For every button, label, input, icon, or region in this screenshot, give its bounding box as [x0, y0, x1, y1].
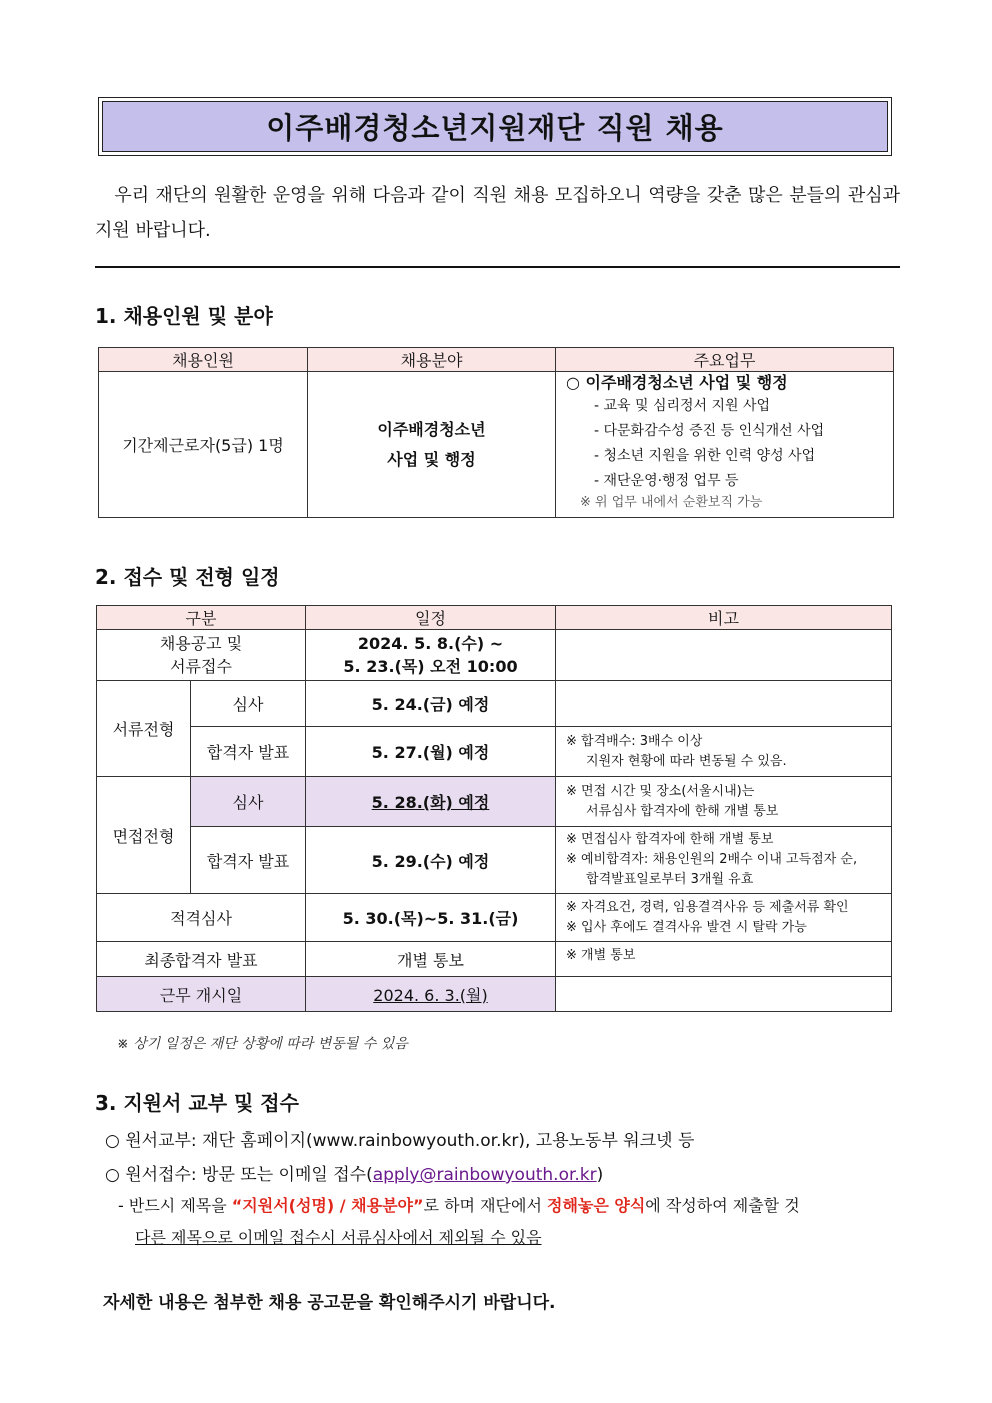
field-line2: 사업 및 행정 [387, 449, 476, 469]
header-remarks: 비고 [556, 606, 892, 630]
instr-a: - 반드시 제목을 [118, 1196, 232, 1215]
page-title: 이주배경청소년지원재단 직원 채용 [102, 101, 888, 152]
instr-title-format: “지원서(성명) / 채용분야” [231, 1196, 424, 1215]
note-line: ※ 입사 후에도 결격사유 발견 시 탈락 가능 [566, 919, 807, 935]
form-distribution: ○ 원서교부: 재단 홈페이지(www.rainbowyouth.or.kr), 고용노동부 워크넷 등 [105, 1131, 695, 1151]
doc-review-label: 심사 [191, 681, 306, 727]
intro-body: 우리 재단의 원활한 운영을 위해 다음과 같이 직원 채용 모집하오니 역량을 갖춘 많은 분들의 관심과 지원 바랍니다. [95, 185, 900, 241]
int-review-date: 5. 28.(화) 예정 [306, 777, 556, 827]
form-submission [105, 1160, 603, 1185]
schedule-table [96, 605, 892, 1012]
doc-result-label: 합격자 발표 [191, 727, 306, 777]
email-link[interactable]: apply@rainbowyouth.or.kr [372, 1165, 597, 1185]
intro-text [95, 178, 900, 248]
doc-result-date: 5. 27.(월) 예정 [306, 727, 556, 777]
row-application-note [556, 630, 892, 681]
note-line: 지원자 현황에 따라 변동될 수 있음. [586, 753, 787, 769]
final-note: ※ 개별 통보 [556, 942, 892, 977]
section2-heading: 2. 접수 및 전형 일정 [95, 565, 280, 589]
label-line: 서류접수 [170, 657, 232, 676]
recruitment-table [98, 347, 894, 518]
duty-item: - 교육 및 심리정서 지원 사업 [594, 398, 771, 414]
field-line1: 이주배경청소년 [377, 419, 486, 439]
staff-cell: 기간제근로자(5급) 1명 [99, 372, 308, 518]
doc-group-label: 서류전형 [97, 681, 191, 777]
start-date: 2024. 6. 3.(월) [306, 977, 556, 1012]
doc-result-note [556, 727, 892, 777]
date-line: 5. 23.(목) 오전 10:00 [343, 657, 518, 676]
label-line: 채용공고 및 [159, 634, 243, 653]
int-result-note [556, 827, 892, 894]
qual-date: 5. 30.(목)~5. 31.(금) [306, 894, 556, 942]
header-category: 구분 [97, 606, 306, 630]
final-label: 최종합격자 발표 [97, 942, 306, 977]
note-line: ※ 면접 시간 및 장소(서울시내)는 [566, 783, 755, 799]
qual-label: 적격심사 [97, 894, 306, 942]
note-line: ※ 자격요건, 경력, 임용결격사유 등 제출서류 확인 [566, 899, 849, 915]
section1-heading: 1. 채용인원 및 분야 [95, 304, 273, 328]
duty-item: - 청소년 지원을 위한 인력 양성 사업 [594, 448, 816, 464]
title-instruction [118, 1193, 800, 1216]
exclusion-warning: 다른 제목으로 이메일 접수시 서류심사에서 제외될 수 있음 [135, 1228, 542, 1247]
int-result-label: 합격자 발표 [191, 827, 306, 894]
submission-text-end: ) [596, 1165, 604, 1185]
int-result-date: 5. 29.(수) 예정 [306, 827, 556, 894]
date-line: 2024. 5. 8.(수) ~ [357, 634, 504, 653]
int-group-label: 면접전형 [97, 777, 191, 894]
duty-item: - 다문화감수성 증진 등 인식개선 사업 [594, 423, 825, 439]
instr-e: 에 작성하여 제출할 것 [645, 1196, 800, 1215]
row-application-label [97, 630, 306, 681]
note-line: 서류심사 합격자에 한해 개별 통보 [586, 803, 779, 819]
start-label: 근무 개시일 [97, 977, 306, 1012]
closing-text: 자세한 내용은 첨부한 채용 공고문을 확인해주시기 바랍니다. [103, 1293, 556, 1313]
row-application-date [306, 630, 556, 681]
qual-note [556, 894, 892, 942]
doc-review-note [556, 681, 892, 727]
schedule-footnote: ※ 상기 일정은 재단 상황에 따라 변동될 수 있음 [117, 1036, 408, 1052]
duty-note: ※ 위 업무 내에서 순환보직 가능 [580, 495, 763, 510]
int-review-note [556, 777, 892, 827]
duty-head: ○ 이주배경청소년 사업 및 행정 [566, 373, 788, 392]
header-field: 채용분야 [308, 348, 556, 372]
note-line: 합격발표일로부터 3개월 유효 [586, 872, 754, 887]
note-line: ※ 면접심사 합격자에 한해 개별 통보 [566, 832, 774, 847]
divider [95, 266, 900, 268]
title-box [98, 97, 892, 156]
instr-form: 정해놓은 양식 [546, 1196, 646, 1215]
duty-item: - 재단운영·행정 업무 등 [594, 473, 739, 489]
header-staff: 채용인원 [99, 348, 308, 372]
int-review-label: 심사 [191, 777, 306, 827]
duties-cell [556, 372, 894, 518]
note-line: ※ 합격배수: 3배수 이상 [566, 733, 703, 749]
header-duties: 주요업무 [556, 348, 894, 372]
doc-review-date: 5. 24.(금) 예정 [306, 681, 556, 727]
instr-c: 로 하며 재단에서 [423, 1196, 547, 1215]
final-date: 개별 통보 [306, 942, 556, 977]
header-schedule: 일정 [306, 606, 556, 630]
section3-heading: 3. 지원서 교부 및 접수 [95, 1091, 299, 1115]
submission-text: ○ 원서접수: 방문 또는 이메일 접수( [105, 1165, 373, 1185]
field-cell [308, 372, 556, 518]
note-line: ※ 예비합격자: 채용인원의 2배수 이내 고득점자 순, [566, 852, 858, 867]
start-note [556, 977, 892, 1012]
